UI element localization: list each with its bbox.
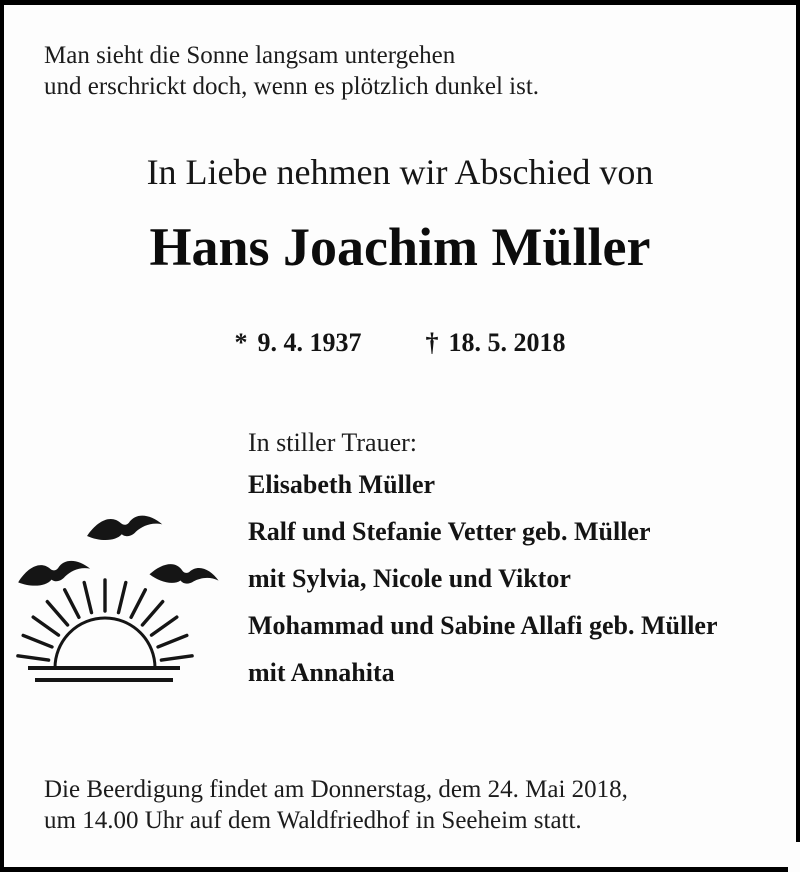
mourner-line: mit Annahita	[248, 658, 395, 687]
sunset-with-birds-icon	[10, 492, 220, 697]
mourner-line: Elisabeth Müller	[248, 470, 436, 499]
frame-border-bottom	[0, 867, 788, 872]
mourner-line: mit Sylvia, Nicole und Viktor	[248, 564, 571, 593]
frame-border-right	[796, 0, 800, 842]
farewell-intro: In Liebe nehmen wir Abschied von	[146, 152, 654, 192]
horizon-lines	[28, 668, 180, 680]
death-date-value: 18. 5. 2018	[448, 328, 566, 357]
birth-date-value: 9. 4. 1937	[257, 328, 362, 357]
bird-icon	[149, 559, 220, 591]
funeral-line-1: Die Beerdigung findet am Donnerstag, dem 24. Mai 2018,	[44, 776, 628, 803]
frame-border-top	[0, 0, 800, 5]
death-cross-icon: †	[425, 328, 439, 357]
mourners-list	[248, 461, 718, 696]
birth-date	[235, 328, 362, 358]
mourner-line: Ralf und Stefanie Vetter geb. Müller	[248, 517, 651, 546]
birth-star-icon: *	[234, 328, 248, 357]
funeral-details	[44, 774, 628, 836]
funeral-line-2: um 14.00 Uhr auf dem Waldfriedhof in Seeheim statt.	[44, 807, 582, 834]
frame-border-left	[0, 0, 4, 872]
epigraph	[44, 40, 539, 102]
mourner-line: Mohammad und Sabine Allafi geb. Müller	[248, 611, 718, 640]
death-date	[426, 328, 566, 358]
dates-row	[0, 328, 800, 358]
deceased-name: Hans Joachim Müller	[149, 217, 651, 277]
bird-icon	[86, 514, 163, 541]
sun-icon	[18, 580, 192, 680]
epigraph-line-2: und erschrickt doch, wenn es plötzlich dunkel ist.	[44, 73, 540, 100]
bird-icon	[17, 559, 92, 588]
mourning-intro: In stiller Trauer:	[248, 428, 417, 457]
epigraph-line-1: Man sieht die Sonne langsam untergehen	[44, 42, 456, 69]
